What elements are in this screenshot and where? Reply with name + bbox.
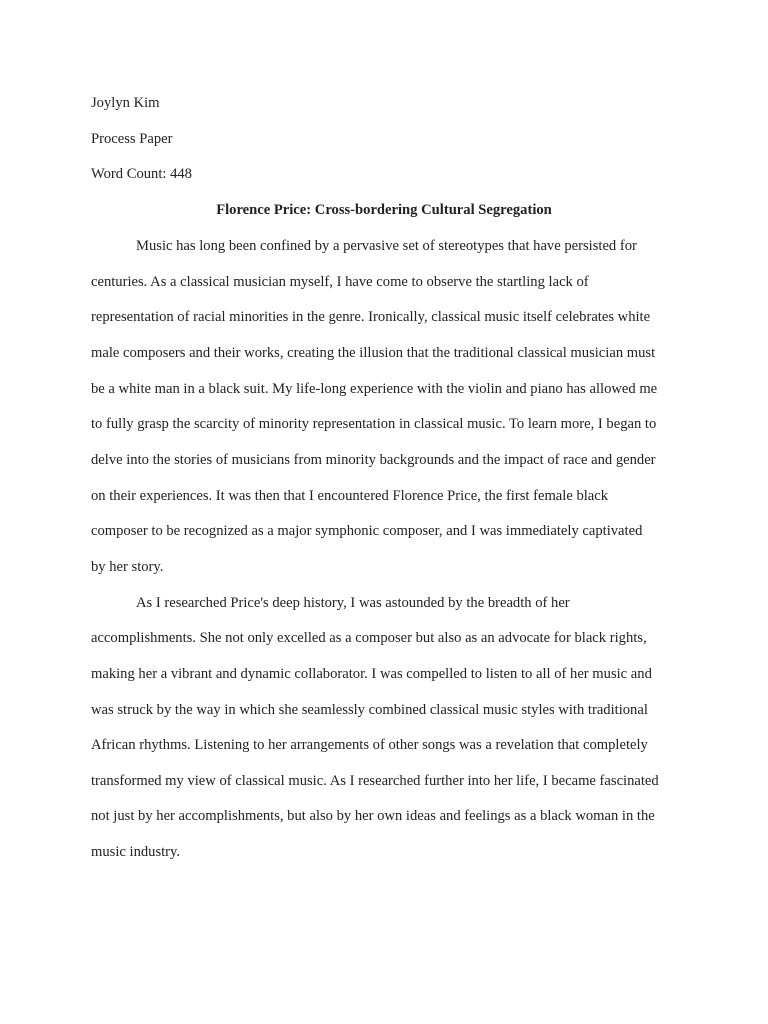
paragraph-line: by her story. [91,559,164,575]
paragraph-line: be a white man in a black suit. My life-long experience with the violin and piano has allowed me [91,381,658,397]
paragraph-line: on their experiences. It was then that I encountered Florence Price, the first female black [91,488,609,504]
paragraph-line: male composers and their works, creating the illusion that the traditional classical musician must [91,345,656,361]
document-type: Process Paper [91,131,173,147]
word-count: Word Count: 448 [91,166,192,182]
document-title: Florence Price: Cross-bordering Cultural Segregation [216,202,552,218]
paragraph-line: to fully grasp the scarcity of minority representation in classical music. To learn more, I began to [91,416,657,432]
paragraph-line: transformed my view of classical music. As I researched further into her life, I became fascinated [91,773,659,789]
paragraph-line: making her a vibrant and dynamic collaborator. I was compelled to listen to all of her music and [91,666,652,682]
paragraph-line: representation of racial minorities in the genre. Ironically, classical music itself celebrates white [91,309,651,325]
paragraph-line: accomplishments. She not only excelled as a composer but also as an advocate for black rights, [91,630,647,646]
author-name: Joylyn Kim [91,95,160,111]
paragraph-line: composer to be recognized as a major symphonic composer, and I was immediately captivated [91,523,643,539]
paragraph-line: African rhythms. Listening to her arrangements of other songs was a revelation that completely [91,737,648,753]
paragraph-line: not just by her accomplishments, but also by her own ideas and feelings as a black woman in the [91,808,655,824]
paragraph-line: delve into the stories of musicians from minority backgrounds and the impact of race and gender [91,452,656,468]
paragraph-line: As I researched Price's deep history, I was astounded by the breadth of her [136,595,570,611]
paragraph-line: was struck by the way in which she seamlessly combined classical music styles with traditional [91,702,648,718]
paragraph-line: centuries. As a classical musician myself, I have come to observe the startling lack of [91,274,589,290]
paragraph-line: music industry. [91,844,181,860]
paragraph-line: Music has long been confined by a pervasive set of stereotypes that have persisted for [136,238,637,254]
